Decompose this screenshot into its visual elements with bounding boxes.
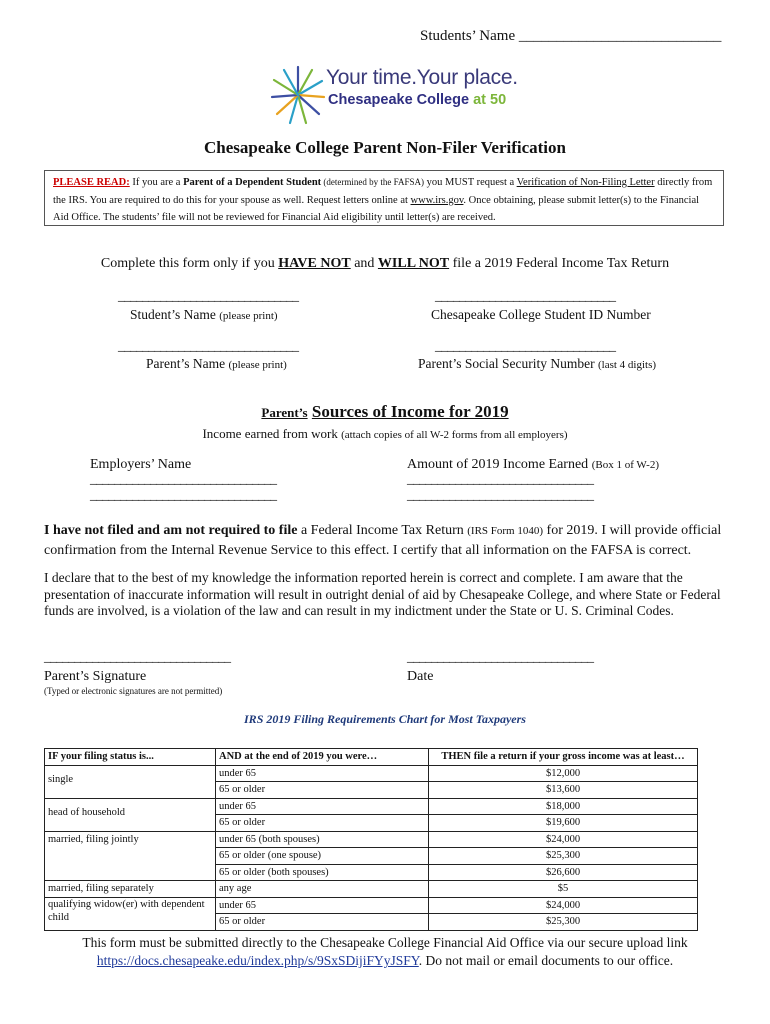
table-row <box>45 831 698 848</box>
age-cell: 65 or older <box>216 815 429 832</box>
student-name-note: (please print) <box>219 310 278 322</box>
parent-name-note: (please print) <box>228 359 287 371</box>
student-name-text: Student’s Name <box>130 307 216 322</box>
form-title: Chesapeake College Parent Non-Filer Verification <box>204 138 566 157</box>
amount-earned-label <box>407 457 659 473</box>
student-id-label: Chesapeake College Student ID Number <box>431 307 651 322</box>
income-sub-text: Income earned from work <box>202 426 338 441</box>
amount-cell: $13,600 <box>429 782 698 799</box>
header-gross-income: THEN file a return if your gross income was at least… <box>429 749 698 766</box>
amount-earned-text: Amount of 2019 Income Earned <box>407 457 589 472</box>
footer-line-2 <box>0 952 770 970</box>
certification-form-note: (IRS Form 1040) <box>467 525 544 537</box>
please-read-label: PLEASE READ: <box>53 177 130 188</box>
irs-chart-title: IRS 2019 Filing Requirements Chart for Most Taxpayers <box>244 712 526 726</box>
irs-filing-requirements-table <box>44 748 698 931</box>
amount-cell: $12,000 <box>429 765 698 782</box>
status-cell: qualifying widow(er) with dependent child <box>45 897 216 930</box>
age-cell: under 65 <box>216 897 429 914</box>
upload-link[interactable]: https://docs.chesapeake.edu/index.php/s/9SxSDijiFYyJSFY <box>96 953 419 968</box>
notice-text-1: If you are a <box>129 177 184 188</box>
signature-note: (Typed or electronic signatures are not permitted) <box>44 686 223 696</box>
employer-line-1[interactable]: _______________________________ <box>90 472 276 487</box>
starburst-logo-icon <box>270 64 326 126</box>
date-line[interactable]: _______________________________ <box>407 650 593 665</box>
logo-college-text: Chesapeake College <box>328 92 470 108</box>
parent-signature-line[interactable]: _______________________________ <box>44 650 230 665</box>
complete-text-2: and <box>350 256 378 271</box>
age-cell: 65 or older (both spouses) <box>216 864 429 881</box>
have-not-emphasis: HAVE NOT <box>278 256 351 271</box>
students-name-field <box>420 28 721 45</box>
employer-line-2[interactable]: _______________________________ <box>90 488 276 503</box>
footer-text-2: . Do not mail or email documents to our office. <box>418 953 674 968</box>
table-header-row <box>45 749 698 766</box>
parent-name-line[interactable]: ______________________________ <box>118 339 298 354</box>
notice-parent-dependent: Parent of a Dependent Student <box>183 177 322 188</box>
students-name-blank[interactable]: ___________________________ <box>518 28 722 44</box>
income-title-main: Sources of Income for 2019 <box>311 402 509 421</box>
student-name-label <box>130 307 278 323</box>
amount-cell: $19,600 <box>429 815 698 832</box>
parent-name-text: Parent’s Name <box>146 356 226 371</box>
footer-text-1: This form must be submitted directly to the Chesapeake College Financial Aid Office via our secure upload link <box>82 935 688 950</box>
header-filing-status: IF your filing status is... <box>45 749 216 766</box>
college-logo <box>270 64 530 126</box>
table-row <box>45 798 698 815</box>
parent-signature-label: Parent’s Signature <box>44 669 147 684</box>
age-cell: any age <box>216 881 429 898</box>
status-cell: single <box>45 765 216 798</box>
table-row <box>45 881 698 898</box>
table-row <box>45 897 698 914</box>
please-read-notice <box>44 170 724 226</box>
status-cell: married, filing separately <box>45 881 216 898</box>
complete-instruction <box>0 256 770 272</box>
complete-text-1: Complete this form only if you <box>100 256 279 271</box>
amount-line-1[interactable]: _______________________________ <box>407 472 593 487</box>
notice-verification-letter: Verification of Non-Filing Letter <box>516 177 655 188</box>
status-cell: married, filing jointly <box>45 831 216 881</box>
students-name-label: Students’ Name <box>420 28 516 44</box>
logo-at-50: at 50 <box>473 92 507 108</box>
logo-college-name <box>328 92 506 108</box>
amount-cell: $25,300 <box>429 914 698 931</box>
parent-ssn-note: (last 4 digits) <box>597 359 657 371</box>
non-filer-certification <box>44 521 734 560</box>
student-name-line[interactable]: ______________________________ <box>118 289 298 304</box>
income-subtitle <box>0 426 770 442</box>
age-cell: 65 or older <box>216 782 429 799</box>
certification-text-1: a Federal Income Tax Return <box>297 523 468 538</box>
certification-text-2: for 2019. I will provide official confirmation from the Internal Revenue Service to this effect. I certify that all information on the FAFSA is correct. <box>44 523 722 558</box>
irs-link[interactable]: www.irs.gov <box>410 194 464 206</box>
submission-footer <box>0 934 770 970</box>
income-section-title <box>0 402 770 422</box>
notice-fafsa-note: (determined by the FAFSA) <box>321 177 424 187</box>
age-cell: under 65 (both spouses) <box>216 831 429 848</box>
amount-cell: $26,600 <box>429 864 698 881</box>
notice-text-3: directly from the IRS. You are required to do this for your spouse as well. Request letters online at <box>53 177 713 206</box>
parent-ssn-line[interactable]: ______________________________ <box>435 339 615 354</box>
date-label: Date <box>407 669 434 684</box>
parent-ssn-label <box>418 356 656 372</box>
age-cell: under 65 <box>216 765 429 782</box>
student-id-line[interactable]: ______________________________ <box>435 289 615 304</box>
amount-cell: $25,300 <box>429 848 698 865</box>
declaration-statement: I declare that to the best of my knowledge the information reported herein is correct and complete. I am aware that the presentation of inaccurate information will result in outright denial of aid by Chesapeake College, and where State or Federal funds are involved, is a violation of the law and can result in my indictment under the State or U. S. Criminal Codes. <box>44 570 721 618</box>
notice-text-4: . Once obtaining, please submit letter(s) to the Financial Aid Office. The students’ file will not be reviewed for Financial Aid eligibility until letter(s) are received. <box>53 194 700 223</box>
amount-line-2[interactable]: _______________________________ <box>407 488 593 503</box>
complete-text-3: file a 2019 Federal Income Tax Return <box>449 256 670 271</box>
logo-tagline: Your time.Your place. <box>326 66 518 89</box>
amount-cell: $5 <box>429 881 698 898</box>
income-title-prefix: Parent’s <box>261 405 308 420</box>
amount-cell: $24,000 <box>429 897 698 914</box>
status-cell: head of household <box>45 798 216 831</box>
will-not-emphasis: WILL NOT <box>377 256 450 271</box>
header-age: AND at the end of 2019 you were… <box>216 749 429 766</box>
income-sub-note: (attach copies of all W-2 forms from all employers) <box>341 429 568 441</box>
age-cell: 65 or older <box>216 914 429 931</box>
parent-name-label <box>146 356 287 372</box>
table-row <box>45 765 698 782</box>
certification-bold: I have not filed and am not required to file <box>44 523 298 538</box>
age-cell: under 65 <box>216 798 429 815</box>
notice-text-2: you MUST request a <box>423 177 517 188</box>
age-cell: 65 or older (one spouse) <box>216 848 429 865</box>
amount-cell: $18,000 <box>429 798 698 815</box>
amount-cell: $24,000 <box>429 831 698 848</box>
employers-name-label: Employers’ Name <box>90 457 192 472</box>
amount-earned-note: (Box 1 of W-2) <box>591 459 660 471</box>
parent-ssn-text: Parent’s Social Security Number <box>418 356 595 371</box>
